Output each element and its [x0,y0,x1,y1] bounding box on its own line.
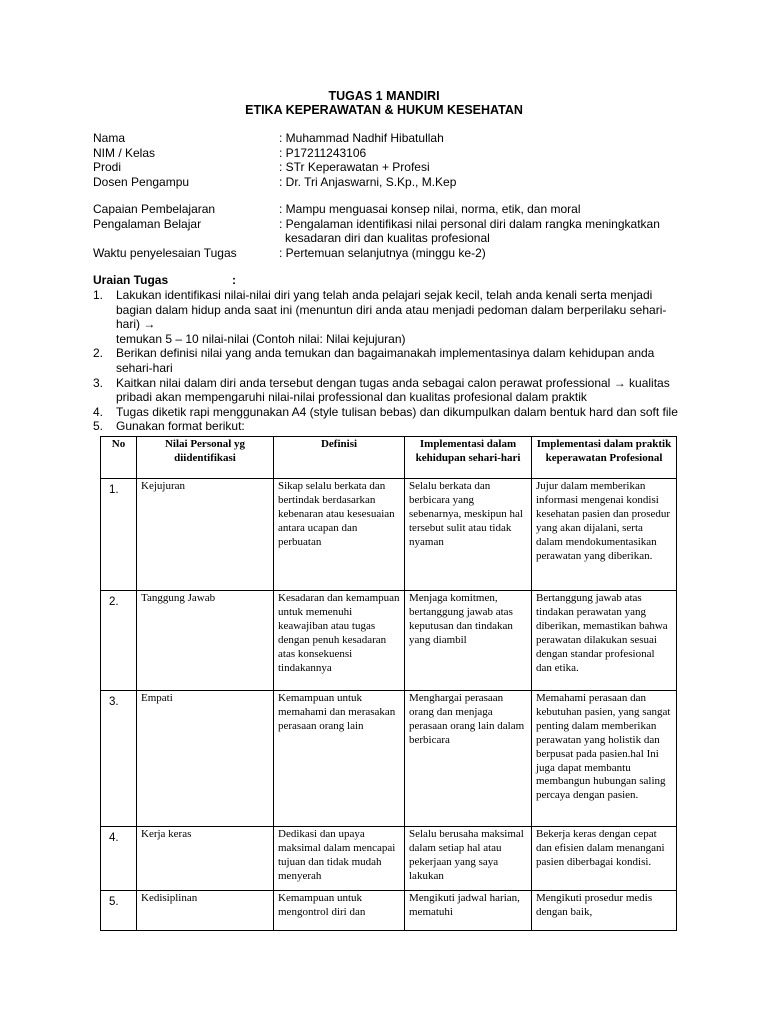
document-title: TUGAS 1 MANDIRI [328,89,440,103]
task-item [93,405,678,420]
cell-nilai: Kedisiplinan [137,891,274,931]
cell-definisi: Sikap selalu berkata dan bertindak berdasarkan kebenaran atau kesesuaian antara ucapan dan perbuatan [274,479,405,591]
cell-praktik: Memahami perasaan dan kebutuhan pasien, yang sangat penting dalam memberikan perawatan yang holistik dan berpusat pada pasien.hal Ini juga dapat membantu membangun hubungan saling percaya dengan pasien. [532,691,677,827]
task-number: 2. [93,346,104,361]
cell-definisi: Kemampuan untuk mengontrol diri dan [274,891,405,931]
info-label: Waktu penyelesaian Tugas [93,245,237,260]
info-label: Capaian Pembelajaran [93,202,216,216]
info-value: : Mampu menguasai konsep nilai, norma, etik, dan moral [279,202,581,216]
cell-nilai: Empati [137,691,274,827]
cell-definisi: Kesadaran dan kemampuan untuk memenuhi keawajiban atau tugas dengan penuh kesadaran atas konsekuensi tindakannya [274,591,405,691]
task-text: Kaitkan nilai dalam diri anda tersebut dengan tugas anda sebagai calon perawat professional [116,375,611,390]
cell-sehari: Menghargai perasaan orang dan menjaga perasaan orang lain dalam berbicara [405,691,532,827]
table-row [101,827,677,891]
table-header-row [101,437,677,479]
uraian-heading [93,273,236,288]
cell-definisi: Kemampuan untuk memahami dan merasakan perasaan orang lain [274,691,405,827]
info-value: : Pertemuan selanjutnya (minggu ke-2) [279,245,486,260]
table-row [101,479,677,591]
uraian-heading-text: Uraian Tugas [93,273,169,287]
info-label: Prodi [93,160,122,174]
document-subtitle: ETIKA KEPERAWATAN & HUKUM KESEHATAN [245,103,523,117]
table-row [101,891,677,931]
cell-sehari: Selalu berusaha maksimal dalam setiap hal atau pekerjaan yang saya lakukan [405,827,532,891]
cell-praktik: Mengikuti prosedur medis dengan baik, [532,891,677,931]
cell-nilai: Tanggung Jawab [137,591,274,691]
task-text: Tugas diketik rapi menggunakan A4 (style tulisan bebas) dan dikumpulkan dalam bentuk hard dan soft file [116,404,678,419]
task-number: 5. [93,419,104,434]
task-number: 1. [93,288,104,302]
cell-no: 4. [101,827,137,891]
column-header-sehari: Implementasi dalam kehidupan sehari-hari [405,437,532,479]
cell-nilai: Kejujuran [137,479,274,591]
uraian-heading-colon: : [232,273,236,287]
arrow-right-icon: → [143,317,156,332]
info-value: : Muhammad Nadhif Hibatullah [279,131,444,145]
task-text: Lakukan identifikasi nilai-nilai diri yang telah anda pelajari sejak kecil, telah anda kenali serta menjadi bagian dalam hidup anda saat ini (menuntun diri anda atau menjadi pedoman dalam berperilaku sehari-hari) [116,288,667,332]
table-row [101,591,677,691]
table-row [101,691,677,827]
cell-nilai: Kerja keras [137,827,274,891]
cell-sehari: Selalu berkata dan berbicara yang sebenarnya, meskipun hal tersebut sulit atau tidak nyaman [405,479,532,591]
info-value-continued: kesadaran diri dan kualitas profesional [285,231,490,245]
column-header-no: No [101,437,137,479]
info-value: : Pengalaman identifikasi nilai personal diri dalam rangka meningkatkan [279,216,660,231]
task-number: 4. [93,404,104,419]
column-header-praktik: Implementasi dalam praktik keperawatan Profesional [532,437,677,479]
cell-definisi: Dedikasi dan upaya maksimal dalam mencapai tujuan dan tidak mudah menyerah [274,827,405,891]
info-value: : STr Keperawatan + Profesi [279,160,430,174]
task-item [93,376,678,405]
info-value: : Dr. Tri Anjaswarni, S.Kp., M.Kep [279,174,457,189]
values-table [100,436,677,931]
task-text: Berikan definisi nilai yang anda temukan dan bagaimanakah implementasinya dalam kehidupan anda sehari-hari [116,346,655,375]
task-text: Gunakan format berikut: [116,419,245,434]
cell-sehari: Mengikuti jadwal harian, mematuhi [405,891,532,931]
task-item [93,288,678,346]
column-header-nilai: Nilai Personal yg diidentifikasi [137,437,274,479]
arrow-right-icon: → [613,375,626,390]
task-text-continued: kualitas pribadi akan mempengaruhi nilai-nilai professional dan kualitas profesional dalam praktik [116,375,670,405]
column-header-definisi: Definisi [274,437,405,479]
cell-sehari: Menjaga komitmen, bertanggung jawab atas keputusan dan tindakan yang diambil [405,591,532,691]
task-item [93,346,678,375]
cell-praktik: Bertanggung jawab atas tindakan perawatan yang diberikan, memastikan bahwa perawatan dilakukan sesuai dengan standar profesional dan etika. [532,591,677,691]
task-item [93,419,678,434]
task-list [93,288,678,434]
cell-no: 1. [101,479,137,591]
info-label: Dosen Pengampu [93,174,190,189]
info-value: : P17211243106 [279,145,367,160]
task-text-continued: temukan 5 – 10 nilai-nilai (Contoh nilai: Nilai kejujuran) [116,331,406,346]
info-label: Nama [93,131,126,145]
info-label: NIM / Kelas [93,145,156,160]
cell-no: 2. [101,591,137,691]
cell-praktik: Jujur dalam memberikan informasi mengenai kondisi kesehatan pasien dan prosedur yang akan dijalani, serta dalam mendokumentasikan perawatan yang diberikan. [532,479,677,591]
cell-no: 5. [101,891,137,931]
cell-no: 3. [101,691,137,827]
info-label: Pengalaman Belajar [93,216,202,231]
task-number: 3. [93,375,104,390]
cell-praktik: Bekerja keras dengan cepat dan efisien dalam menangani pasien diberbagai kondisi. [532,827,677,891]
